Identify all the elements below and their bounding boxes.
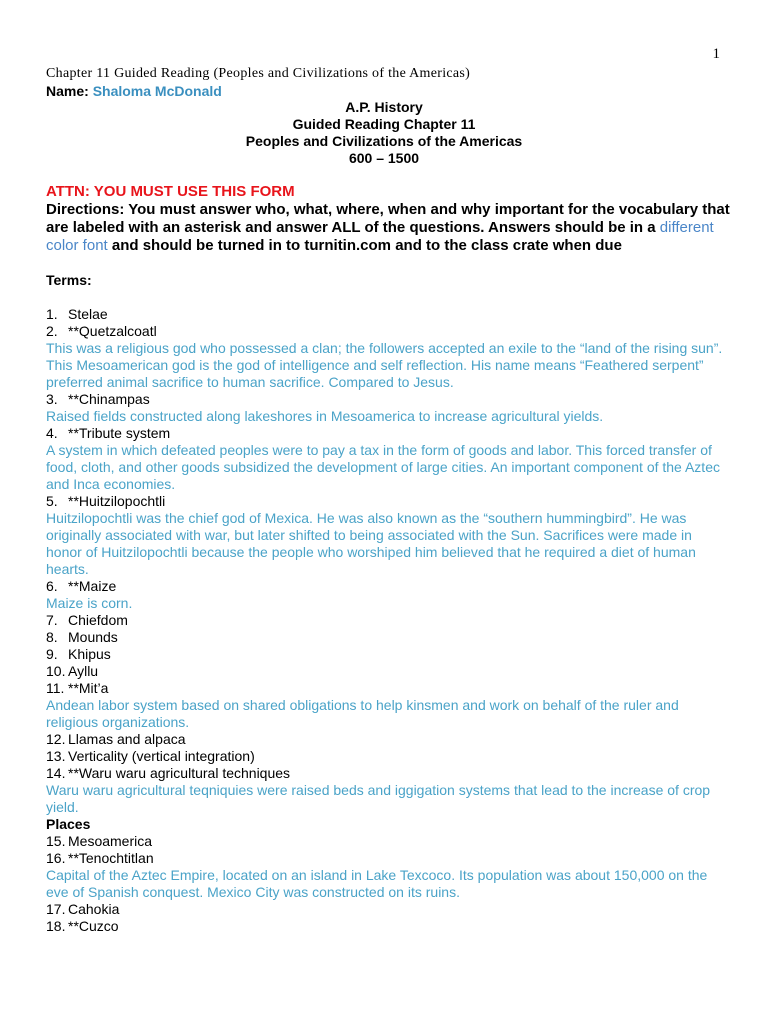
list-item [46,680,726,697]
list-item [46,493,726,510]
list-item [46,323,726,340]
item-term: Verticality (vertical integration) [68,748,255,764]
item-number: 11. [46,680,65,696]
directions [46,201,736,255]
item-number: 4. [46,425,58,441]
item-answer: Huitzilopochtli was the chief god of Mexica. He was also known as the “southern hummingbird”. He was originally associated with war, but later shifted to being associated with the Sun. Sacrifices were made in honor of Huitzilopochtli because the people who worshiped him believed that he required a diet of human hearts. [46,510,696,577]
item-number: 5. [46,493,58,509]
item-term: **Maize [68,578,117,594]
item-term: Mesoamerica [68,833,153,849]
list-item [46,765,726,782]
item-answer: Maize is corn. [46,595,133,611]
item-answer: Raised fields constructed along lakeshores in Mesoamerica to increase agricultural yields. [46,408,604,424]
item-number: 13. [46,748,66,764]
list-item [46,646,726,663]
item-number: 9. [46,646,58,662]
list-item [46,306,726,323]
item-number: 7. [46,612,58,628]
name-label: Name: [46,83,89,99]
list-item [46,663,726,680]
item-term: Stelae [68,306,108,322]
list-item [46,578,726,595]
list-item [46,748,726,765]
item-number: 10. [46,663,66,679]
header-block [0,99,768,167]
directions-part2: and should be turned in to turnitin.com and to the class crate when due [111,237,622,254]
item-term: **Mit’a [68,680,109,696]
item-number: 18. [46,918,66,934]
item-answer: Capital of the Aztec Empire, located on an island in Lake Texcoco. Its population was about 150,000 on the eve of Spanish conquest. Mexico City was constructed on its ruins. [46,867,708,900]
item-number: 17. [46,901,66,917]
item-term: **Tenochtitlan [68,850,154,866]
item-number: 12. [46,731,66,747]
list-item [46,918,726,935]
student-name: Shaloma McDonald [92,83,222,99]
list-item [46,391,726,408]
item-number: 16. [46,850,66,866]
item-term: Ayllu [68,663,99,679]
item-term: **Cuzco [68,918,119,934]
directions-highlight: different color font [46,219,714,254]
list-item [46,850,726,867]
list-item [46,731,726,748]
item-term: Khipus [68,646,111,662]
chapter-title: Peoples and Civilizations of the Americas [245,133,523,149]
item-answer: This was a religious god who possessed a clan; the followers accepted an exile to the “land of the rising sun”. This Mesoamerican god is the god of intelligence and self reflection. His name means “Feathered serpent” preferred animal sacrifice to human sacrifice. Compared to Jesus. [46,340,723,390]
document-title: Chapter 11 Guided Reading (Peoples and Civilizations of the Americas) [46,66,471,81]
name-line [46,83,222,99]
item-number: 3. [46,391,58,407]
directions-part1: Directions: You must answer who, what, where, when and why important for the vocabulary that are labeled with an asterisk and answer ALL of the questions. Answers should be in a [46,201,730,236]
places-heading: Places [46,816,91,832]
list-item [46,629,726,646]
list-item [46,425,726,442]
terms-list [46,306,726,935]
list-item [46,612,726,629]
page-number: 1 [712,46,720,62]
item-number: 1. [46,306,58,322]
item-answer: A system in which defeated peoples were to pay a tax in the form of goods and labor. This forced transfer of food, cloth, and other goods subsidized the development of large cities. An important component of the Aztec and Inca economies. [46,442,720,492]
item-number: 14. [46,765,66,781]
item-term: Llamas and alpaca [68,731,186,747]
list-item [46,901,726,918]
assignment-title: Guided Reading Chapter 11 [292,116,476,132]
item-term: Mounds [68,629,118,645]
terms-heading: Terms: [46,272,92,288]
course-title: A.P. History [345,99,423,115]
item-answer: Waru waru agricultural teqniquies were raised beds and iggigation systems that lead to the increase of crop yield. [46,782,711,815]
item-term: **Waru waru agricultural techniques [68,765,291,781]
item-term: **Chinampas [68,391,150,407]
item-term: **Tribute system [68,425,171,441]
item-term: **Huitzilopochtli [68,493,166,509]
item-term: Cahokia [68,901,120,917]
date-range: 600 – 1500 [348,150,420,166]
list-item [46,833,726,850]
item-term: Chiefdom [68,612,128,628]
item-term: **Quetzalcoatl [68,323,157,339]
item-number: 6. [46,578,58,594]
item-number: 15. [46,833,66,849]
item-answer: Andean labor system based on shared obligations to help kinsmen and work on behalf of the ruler and religious organizations. [46,697,679,730]
item-number: 2. [46,323,58,339]
item-number: 8. [46,629,58,645]
attention-notice: ATTN: YOU MUST USE THIS FORM [46,183,295,200]
